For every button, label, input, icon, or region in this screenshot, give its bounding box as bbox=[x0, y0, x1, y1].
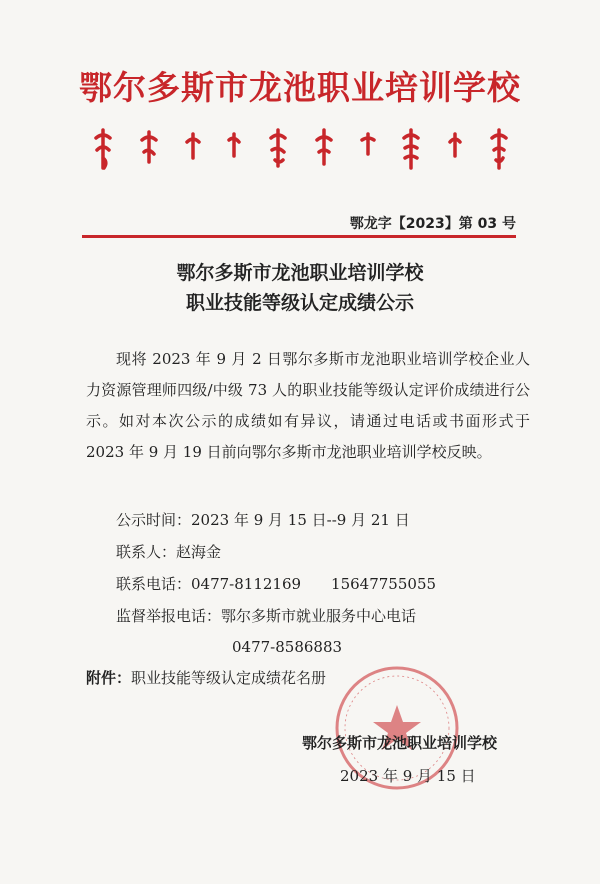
mongolian-glyph bbox=[359, 128, 377, 172]
supervision-hotline: 监督举报电话：鄂尔多斯市就业服务中心电话 bbox=[116, 607, 417, 625]
publicity-period: 公示时间：2023 年 9 月 15 日--9 月 21 日 bbox=[116, 511, 410, 529]
notice-body: 现将 2023 年 9 月 2 日鄂尔多斯市龙池职业培训学校企业人力资源管理师四级/中级 73 人的职业技能等级认定评价成绩进行公示。如对本次公示的成绩如有异议，请通过电话或书面形式于 2023 年 9 月 19 日前向鄂尔多斯市龙池职业培训学校反映。 bbox=[86, 350, 530, 461]
contact-phone: 联系电话：0477-8112169 15647755055 bbox=[116, 575, 437, 593]
mongolian-glyph bbox=[225, 128, 243, 172]
mongolian-glyph bbox=[446, 128, 464, 172]
mongolian-glyph bbox=[400, 128, 422, 172]
attachment-line bbox=[86, 668, 326, 688]
signature-organization: 鄂尔多斯市龙池职业培训学校 bbox=[302, 734, 498, 752]
attachment-label: 附件： bbox=[86, 669, 132, 687]
mongolian-glyph bbox=[92, 128, 114, 172]
header-divider bbox=[82, 235, 516, 238]
mongolian-glyph bbox=[267, 128, 289, 172]
document-number: 鄂龙字【2023】第 03 号 bbox=[349, 216, 516, 232]
letterhead-mongolian-script bbox=[92, 128, 510, 178]
mongolian-glyph bbox=[184, 128, 202, 172]
supervision-phone: 0477-8586883 bbox=[232, 638, 343, 656]
mongolian-glyph bbox=[313, 128, 335, 172]
signature-date: 2023 年 9 月 15 日 bbox=[340, 767, 476, 785]
mongolian-glyph bbox=[488, 128, 510, 172]
letterhead-school-name: 鄂尔多斯市龙池职业培训学校 bbox=[79, 68, 521, 107]
notice-title-line2: 职业技能等级认定成绩公示 bbox=[185, 292, 414, 314]
contact-person: 联系人：赵海金 bbox=[116, 543, 222, 561]
attachment-name: 职业技能等级认定成绩花名册 bbox=[131, 669, 327, 687]
notice-title-line1: 鄂尔多斯市龙池职业培训学校 bbox=[176, 262, 424, 284]
notice-title bbox=[0, 258, 600, 318]
mongolian-glyph bbox=[138, 128, 160, 172]
